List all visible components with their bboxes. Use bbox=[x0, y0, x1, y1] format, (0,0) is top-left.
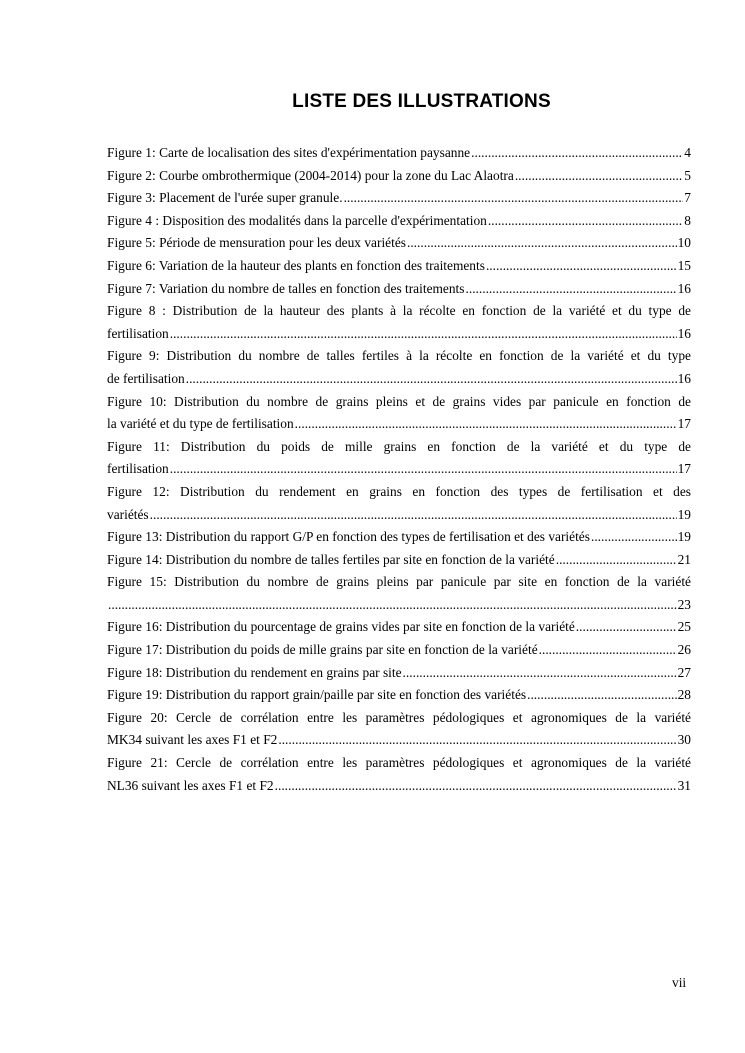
dot-leader bbox=[407, 232, 677, 255]
toc-entry[interactable] bbox=[107, 391, 691, 436]
dot-leader bbox=[576, 616, 677, 639]
toc-entry[interactable] bbox=[107, 549, 691, 572]
toc-entry-page-number: 19 bbox=[677, 529, 691, 545]
dot-leader bbox=[295, 413, 677, 436]
toc-entry-first-line: Figure 9: Distribution du nombre de talles fertiles à la récolte en fonction de la variété et du type bbox=[107, 348, 691, 364]
toc-entry[interactable] bbox=[107, 300, 691, 345]
toc-entry-title: fertilisation bbox=[107, 325, 169, 341]
toc-entry-title: Figure 13: Distribution du rapport G/P en fonction des types de fertilisation et des variétés bbox=[107, 529, 590, 545]
dot-leader bbox=[186, 368, 677, 391]
toc-entry-page-number: 27 bbox=[677, 664, 691, 680]
dot-leader bbox=[556, 549, 677, 572]
toc-entry-title: Figure 6: Variation de la hauteur des plants en fonction des traitements bbox=[107, 257, 485, 273]
dot-leader bbox=[150, 504, 677, 527]
toc-entry[interactable] bbox=[107, 345, 691, 390]
toc-entry-title: fertilisation bbox=[107, 461, 169, 477]
toc-entry[interactable] bbox=[107, 526, 691, 549]
toc-entry-title: Figure 1: Carte de localisation des sites d'expérimentation paysanne bbox=[107, 145, 471, 160]
dot-leader bbox=[344, 187, 684, 210]
dot-leader bbox=[403, 662, 677, 685]
toc-entry[interactable] bbox=[107, 616, 691, 639]
toc-entry-title: Figure 2: Courbe ombrothermique (2004-2014) pour la zone du Lac Alaotra bbox=[107, 167, 514, 183]
page-number: vii bbox=[672, 975, 687, 990]
toc-entry[interactable] bbox=[107, 436, 691, 481]
toc-entry-title: Figure 16: Distribution du pourcentage de grains vides par site en fonction de la variété bbox=[107, 619, 575, 635]
dot-leader bbox=[170, 458, 677, 481]
toc-entry[interactable] bbox=[107, 142, 691, 165]
toc-entry[interactable] bbox=[107, 255, 691, 278]
dot-leader bbox=[466, 278, 677, 301]
toc-entry-title: Figure 4 : Disposition des modalités dans la parcelle d'expérimentation bbox=[107, 212, 487, 228]
dot-leader bbox=[539, 639, 677, 662]
toc-entry[interactable] bbox=[107, 187, 691, 210]
toc-entry-first-line: Figure 12: Distribution du rendement en grains en fonction des types de fertilisation et des bbox=[107, 483, 691, 499]
toc-entry-page-number: 28 bbox=[677, 687, 691, 703]
toc-entry[interactable] bbox=[107, 639, 691, 662]
dot-leader bbox=[170, 323, 677, 346]
toc-entry[interactable] bbox=[107, 481, 691, 526]
toc-entry-page-number: 8 bbox=[684, 212, 691, 228]
toc-entry-page-number: 31 bbox=[677, 777, 691, 793]
dot-leader bbox=[591, 526, 677, 549]
toc-entry-title: la variété et du type de fertilisation bbox=[107, 416, 294, 432]
toc-entry-title: Figure 14: Distribution du nombre de talles fertiles par site en fonction de la variété bbox=[107, 551, 555, 567]
toc-entry-page-number: 26 bbox=[677, 642, 691, 658]
dot-leader bbox=[515, 165, 683, 188]
toc-entry-page-number: 15 bbox=[677, 257, 691, 273]
toc-entry-title: variétés bbox=[107, 506, 149, 522]
dot-leader bbox=[486, 255, 677, 278]
toc-entry-page-number: 16 bbox=[677, 280, 691, 296]
toc-entry[interactable] bbox=[107, 707, 691, 752]
toc-entry-title: MK34 suivant les axes F1 et F2 bbox=[107, 732, 278, 748]
toc-entry[interactable] bbox=[107, 684, 691, 707]
toc-entry-page-number: 30 bbox=[677, 732, 691, 748]
dot-leader bbox=[275, 775, 677, 798]
toc-entry-page-number: 17 bbox=[677, 416, 691, 432]
toc-entry-first-line: Figure 15: Distribution du nombre de grains pleins par panicule par site en fonction de la variété bbox=[107, 574, 691, 590]
toc-entry[interactable] bbox=[107, 232, 691, 255]
toc-entry-title: Figure 17: Distribution du poids de mille grains par site en fonction de la variété bbox=[107, 642, 538, 658]
toc-entry-title: Figure 7: Variation du nombre de talles en fonction des traitements bbox=[107, 280, 465, 296]
toc-entry-title: de fertilisation bbox=[107, 370, 185, 386]
toc-entry-title: Figure 5: Période de mensuration pour les deux variétés bbox=[107, 235, 406, 251]
toc-entry-page-number: 16 bbox=[677, 325, 691, 341]
toc-entry-first-line: Figure 20: Cercle de corrélation entre les paramètres pédologiques et agronomiques de la variété bbox=[107, 709, 691, 725]
toc-entry-page-number: 25 bbox=[677, 619, 691, 635]
toc-entry-page-number: 10 bbox=[677, 235, 691, 251]
toc-entry-first-line: Figure 8 : Distribution de la hauteur des plants à la récolte en fonction de la variété et du type de bbox=[107, 303, 691, 319]
toc-entry-page-number: 17 bbox=[677, 461, 691, 477]
toc-entry-title: Figure 19: Distribution du rapport grain/paille par site en fonction des variétés bbox=[107, 687, 527, 703]
list-of-figures bbox=[107, 142, 691, 797]
toc-entry-first-line: Figure 11: Distribution du poids de mille grains en fonction de la variété et du type de bbox=[107, 438, 691, 454]
toc-entry[interactable] bbox=[107, 210, 691, 233]
toc-entry[interactable] bbox=[107, 571, 691, 616]
toc-entry[interactable] bbox=[107, 165, 691, 188]
toc-entry-first-line: Figure 10: Distribution du nombre de grains pleins et de grains vides par panicule en fonction de bbox=[107, 393, 691, 409]
toc-entry[interactable] bbox=[107, 662, 691, 685]
page-title: LISTE DES ILLUSTRATIONS bbox=[292, 91, 551, 112]
toc-entry-title: NL36 suivant les axes F1 et F2 bbox=[107, 777, 274, 793]
toc-entry-page-number: 23 bbox=[677, 596, 691, 612]
toc-entry-page-number: 5 bbox=[684, 167, 691, 183]
dot-leader bbox=[488, 210, 683, 233]
toc-entry[interactable] bbox=[107, 752, 691, 797]
toc-entry-page-number: 19 bbox=[677, 506, 691, 522]
toc-entry-page-number: 21 bbox=[677, 551, 691, 567]
toc-entry[interactable] bbox=[107, 278, 691, 301]
toc-entry-page-number: 16 bbox=[677, 370, 691, 386]
toc-entry-title: Figure 18: Distribution du rendement en grains par site bbox=[107, 664, 402, 680]
toc-entry-page-number: 7 bbox=[684, 190, 691, 206]
toc-entry-title: Figure 3: Placement de l'urée super granule. bbox=[107, 190, 343, 206]
dot-leader bbox=[108, 594, 677, 617]
dot-leader bbox=[527, 684, 677, 707]
dot-leader bbox=[278, 729, 676, 752]
dot-leader bbox=[471, 142, 683, 165]
toc-entry-first-line: Figure 21: Cercle de corrélation entre les paramètres pédologiques et agronomiques de la variété bbox=[107, 755, 691, 771]
toc-entry-page-number: 4 bbox=[684, 145, 691, 160]
